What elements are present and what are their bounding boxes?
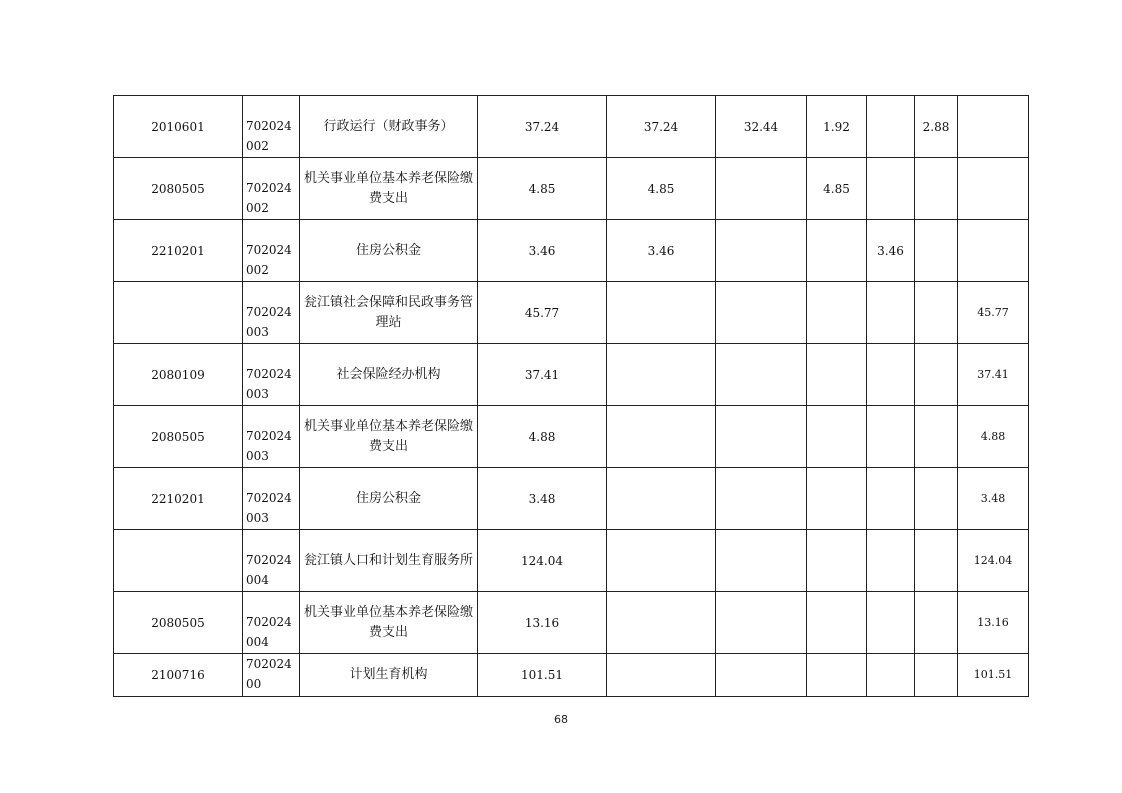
value-cell	[607, 282, 716, 344]
value-cell: 37.24	[607, 96, 716, 158]
value-cell	[716, 344, 807, 406]
table-row	[114, 530, 1029, 592]
value-cell	[915, 592, 958, 654]
value-cell: 3.46	[607, 220, 716, 282]
value-cell	[867, 406, 915, 468]
item-name-cell: 瓮江镇社会保障和民政事务管理站	[300, 282, 478, 344]
total-cell: 4.85	[478, 158, 607, 220]
unit-code-cell: 702024003	[243, 344, 300, 406]
table-row	[114, 344, 1029, 406]
value-cell	[915, 530, 958, 592]
value-cell: 13.16	[958, 592, 1029, 654]
value-cell	[915, 654, 958, 697]
value-cell	[807, 654, 867, 697]
value-cell	[716, 592, 807, 654]
unit-code-cell: 70202400	[243, 654, 300, 697]
unit-code-cell: 702024003	[243, 468, 300, 530]
value-cell	[607, 468, 716, 530]
total-cell: 4.88	[478, 406, 607, 468]
value-cell: 37.41	[958, 344, 1029, 406]
total-cell: 124.04	[478, 530, 607, 592]
subject-code-cell	[114, 282, 243, 344]
value-cell	[958, 96, 1029, 158]
item-name-cell: 机关事业单位基本养老保险缴费支出	[300, 158, 478, 220]
value-cell	[716, 282, 807, 344]
value-cell: 101.51	[958, 654, 1029, 697]
subject-code-cell	[114, 530, 243, 592]
value-cell: 4.85	[807, 158, 867, 220]
value-cell	[915, 282, 958, 344]
value-cell	[807, 344, 867, 406]
value-cell	[716, 530, 807, 592]
value-cell	[807, 592, 867, 654]
value-cell	[807, 406, 867, 468]
unit-code-cell: 702024002	[243, 220, 300, 282]
value-cell	[607, 592, 716, 654]
total-cell: 3.46	[478, 220, 607, 282]
subject-code-cell: 2010601	[114, 96, 243, 158]
value-cell	[807, 282, 867, 344]
table-row	[114, 406, 1029, 468]
value-cell: 45.77	[958, 282, 1029, 344]
value-cell	[607, 406, 716, 468]
value-cell	[867, 96, 915, 158]
item-name-cell: 社会保险经办机构	[300, 344, 478, 406]
value-cell	[915, 158, 958, 220]
value-cell: 32.44	[716, 96, 807, 158]
value-cell	[716, 220, 807, 282]
value-cell	[915, 406, 958, 468]
value-cell	[807, 468, 867, 530]
subject-code-cell: 2080505	[114, 158, 243, 220]
value-cell	[915, 344, 958, 406]
item-name-cell: 机关事业单位基本养老保险缴费支出	[300, 592, 478, 654]
value-cell	[867, 158, 915, 220]
table-row	[114, 282, 1029, 344]
total-cell: 3.48	[478, 468, 607, 530]
value-cell	[716, 406, 807, 468]
budget-table	[113, 95, 1029, 697]
value-cell	[607, 530, 716, 592]
subject-code-cell: 2100716	[114, 654, 243, 697]
table-row	[114, 220, 1029, 282]
item-name-cell: 行政运行（财政事务）	[300, 96, 478, 158]
value-cell	[716, 468, 807, 530]
unit-code-cell: 702024003	[243, 406, 300, 468]
subject-code-cell: 2080505	[114, 406, 243, 468]
value-cell: 3.46	[867, 220, 915, 282]
value-cell	[915, 468, 958, 530]
table-row	[114, 592, 1029, 654]
value-cell	[867, 592, 915, 654]
value-cell	[867, 344, 915, 406]
subject-code-cell: 2210201	[114, 468, 243, 530]
unit-code-cell: 702024003	[243, 282, 300, 344]
unit-code-cell: 702024002	[243, 158, 300, 220]
value-cell	[716, 654, 807, 697]
value-cell	[807, 220, 867, 282]
total-cell: 45.77	[478, 282, 607, 344]
value-cell	[716, 158, 807, 220]
value-cell	[607, 344, 716, 406]
page-number: 68	[554, 713, 568, 726]
value-cell: 3.48	[958, 468, 1029, 530]
value-cell: 4.85	[607, 158, 716, 220]
item-name-cell: 住房公积金	[300, 220, 478, 282]
unit-code-cell: 702024004	[243, 530, 300, 592]
value-cell	[915, 220, 958, 282]
unit-code-cell: 702024004	[243, 592, 300, 654]
total-cell: 13.16	[478, 592, 607, 654]
value-cell: 124.04	[958, 530, 1029, 592]
subject-code-cell: 2080505	[114, 592, 243, 654]
value-cell: 1.92	[807, 96, 867, 158]
value-cell	[867, 530, 915, 592]
item-name-cell: 瓮江镇人口和计划生育服务所	[300, 530, 478, 592]
item-name-cell: 机关事业单位基本养老保险缴费支出	[300, 406, 478, 468]
value-cell	[867, 468, 915, 530]
total-cell: 37.24	[478, 96, 607, 158]
value-cell: 2.88	[915, 96, 958, 158]
total-cell: 101.51	[478, 654, 607, 697]
value-cell	[867, 282, 915, 344]
table-row	[114, 654, 1029, 697]
value-cell	[867, 654, 915, 697]
unit-code-cell: 702024002	[243, 96, 300, 158]
table-row	[114, 468, 1029, 530]
table-row	[114, 158, 1029, 220]
value-cell	[807, 530, 867, 592]
value-cell	[607, 654, 716, 697]
item-name-cell: 住房公积金	[300, 468, 478, 530]
value-cell	[958, 158, 1029, 220]
total-cell: 37.41	[478, 344, 607, 406]
subject-code-cell: 2210201	[114, 220, 243, 282]
value-cell	[958, 220, 1029, 282]
value-cell: 4.88	[958, 406, 1029, 468]
table-row	[114, 96, 1029, 158]
item-name-cell: 计划生育机构	[300, 654, 478, 697]
subject-code-cell: 2080109	[114, 344, 243, 406]
